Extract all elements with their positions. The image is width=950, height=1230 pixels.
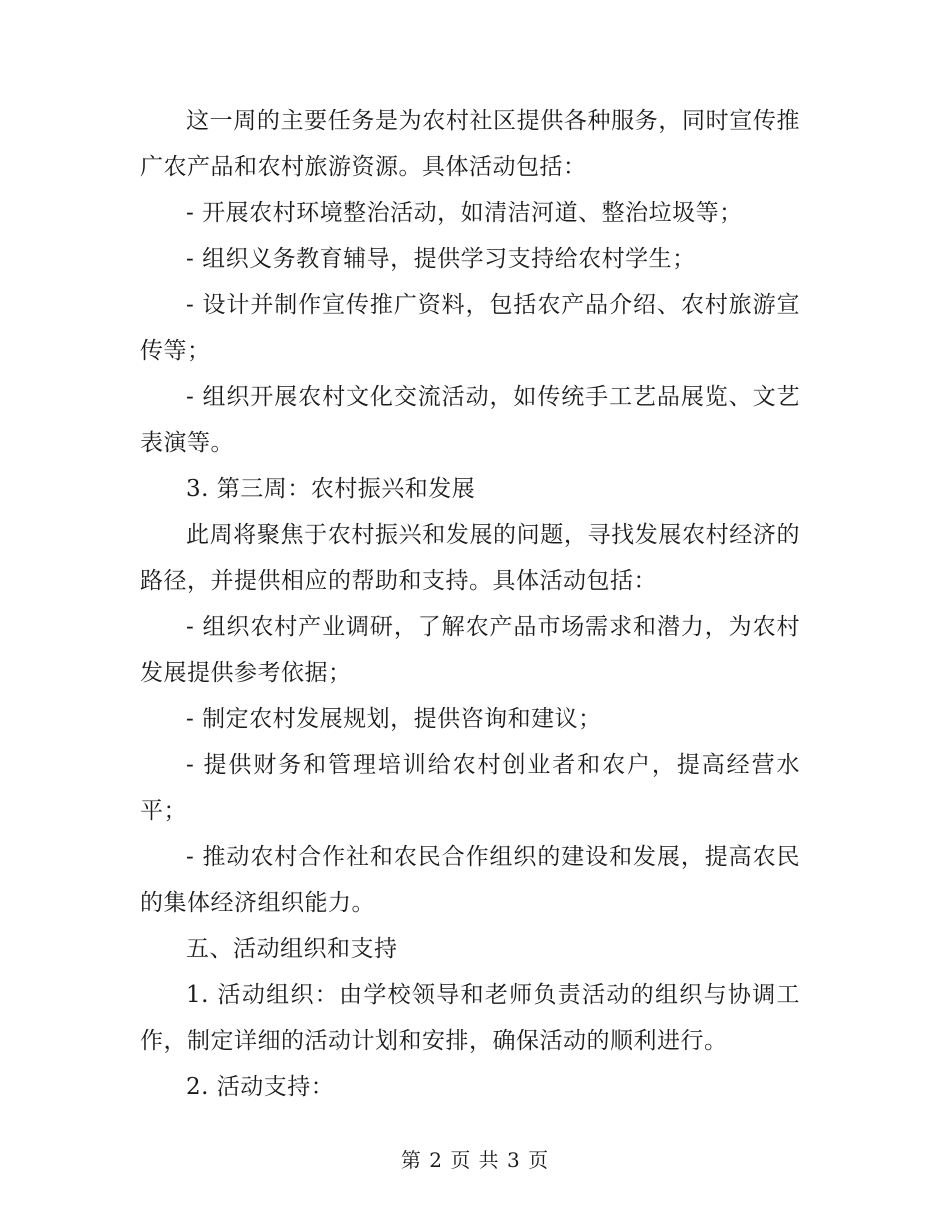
list-item-cooperatives: - 推动农村合作社和农民合作组织的建设和发展，提高农民的集体经济组织能力。: [140, 844, 800, 916]
page-number-footer: 第 2 页 共 3 页: [400, 1148, 550, 1172]
section-heading-organization: 五、活动组织和支持: [186, 936, 398, 962]
document-body: [140, 98, 800, 1110]
section-heading-week-three: 3. 第三周：农村振兴和发展: [186, 476, 476, 502]
list-item-industry-research: - 组织农村产业调研，了解农产品市场需求和潜力，为农村发展提供参考依据；: [140, 614, 800, 686]
paragraph-week-tasks-intro: 这一周的主要任务是为农村社区提供各种服务，同时宣传推广农产品和农村旅游资源。具体活动包括：: [140, 108, 800, 180]
list-item-environment: - 开展农村环境整治活动，如清洁河道、整治垃圾等；: [186, 200, 743, 226]
list-item-promotion-materials: - 设计并制作宣传推广资料，包括农产品介绍、农村旅游宣传等；: [140, 292, 800, 364]
paragraph-week-three-intro: 此周将聚焦于农村振兴和发展的问题，寻找发展农村经济的路径，并提供相应的帮助和支持。具体活动包括：: [140, 522, 800, 594]
list-item-education: - 组织义务教育辅导，提供学习支持给农村学生；: [186, 246, 696, 272]
paragraph-activity-support: 2. 活动支持：: [186, 1074, 335, 1100]
list-item-training: - 提供财务和管理培训给农村创业者和农户，提高经营水平；: [140, 752, 800, 824]
paragraph-activity-organization: 1. 活动组织：由学校领导和老师负责活动的组织与协调工作，制定详细的活动计划和安排，确保活动的顺利进行。: [140, 982, 800, 1054]
list-item-development-plan: - 制定农村发展规划，提供咨询和建议；: [186, 706, 602, 732]
list-item-culture-exchange: - 组织开展农村文化交流活动，如传统手工艺品展览、文艺表演等。: [140, 384, 800, 456]
